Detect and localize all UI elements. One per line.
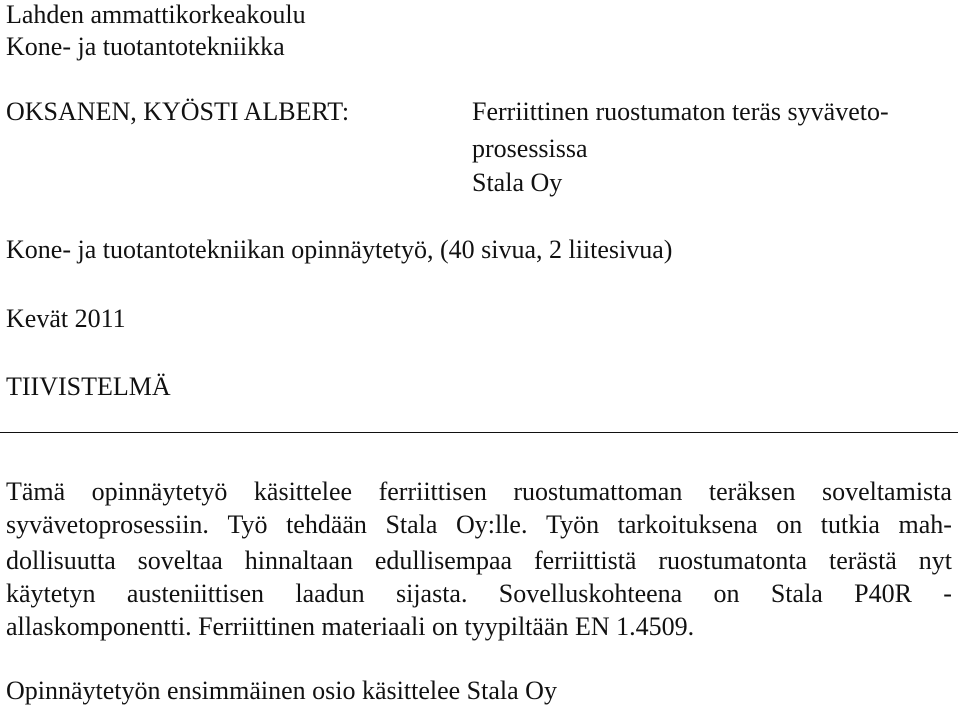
word: - (943, 579, 952, 608)
word: ferriittistä (533, 546, 637, 575)
institution: Lahden ammattikorkeakoulu (6, 0, 306, 29)
thesis-title-line: Stala Oy (472, 168, 563, 197)
word: ruostumatonta (658, 546, 808, 575)
word: P40R (854, 579, 912, 608)
thesis-info: Kone- ja tuotantotekniikan opinnäytetyö, (40 sivua, 2 liitesivua) (6, 235, 673, 264)
word: käsittelee (253, 477, 353, 506)
word: dollisuutta (6, 546, 116, 575)
word: Työn (546, 510, 600, 539)
word: ferriittisen (378, 477, 487, 506)
author-name: OKSANEN, KYÖSTI ALBERT: (6, 97, 350, 126)
next-paragraph: Opinnäytetyön ensimmäinen osio käsittelee Stala Oy (6, 676, 557, 705)
thesis-title-line: prosessissa (472, 134, 588, 163)
word: on (776, 510, 803, 539)
word: edullisempaa (374, 546, 513, 575)
word: nyt (918, 546, 952, 575)
word: soveltamista (821, 477, 952, 506)
word: laadun (295, 579, 365, 608)
word: mah- (898, 510, 952, 539)
word: tarkoituksena (617, 510, 758, 539)
word: opinnäytetyö (91, 477, 228, 506)
word: Oy:lle. (455, 510, 528, 539)
term: Kevät 2011 (6, 304, 126, 333)
word: käytetyn (6, 579, 96, 608)
word: syvävetoprosessiin. (6, 510, 209, 539)
degree-program: Kone- ja tuotantotekniikka (6, 32, 285, 61)
abstract-line (6, 509, 952, 541)
word: Stala (385, 510, 438, 539)
word: on (713, 579, 740, 608)
abstract-line (6, 476, 952, 508)
thesis-title-line: Ferriittinen ruostumaton teräs syväveto- (472, 97, 889, 126)
word: austeniittisen (126, 579, 265, 608)
section-heading: TIIVISTELMÄ (6, 372, 171, 401)
word: Sovelluskohteena (498, 579, 683, 608)
abstract-line (6, 578, 952, 610)
word: teräksen (708, 477, 796, 506)
word: soveltaa (137, 546, 223, 575)
word: Stala (770, 579, 823, 608)
word: Työ (227, 510, 268, 539)
word: tehdään (286, 510, 367, 539)
word: hinnaltaan (244, 546, 354, 575)
word: Tämä (6, 477, 66, 506)
word: ruostumattoman (513, 477, 683, 506)
abstract-line (6, 545, 952, 577)
word: sijasta. (395, 579, 468, 608)
abstract-line: allaskomponentti. Ferriittinen materiaali on tyypiltään EN 1.4509. (6, 612, 695, 641)
horizontal-rule (0, 432, 958, 433)
word: tutkia (820, 510, 880, 539)
word: terästä (828, 546, 897, 575)
